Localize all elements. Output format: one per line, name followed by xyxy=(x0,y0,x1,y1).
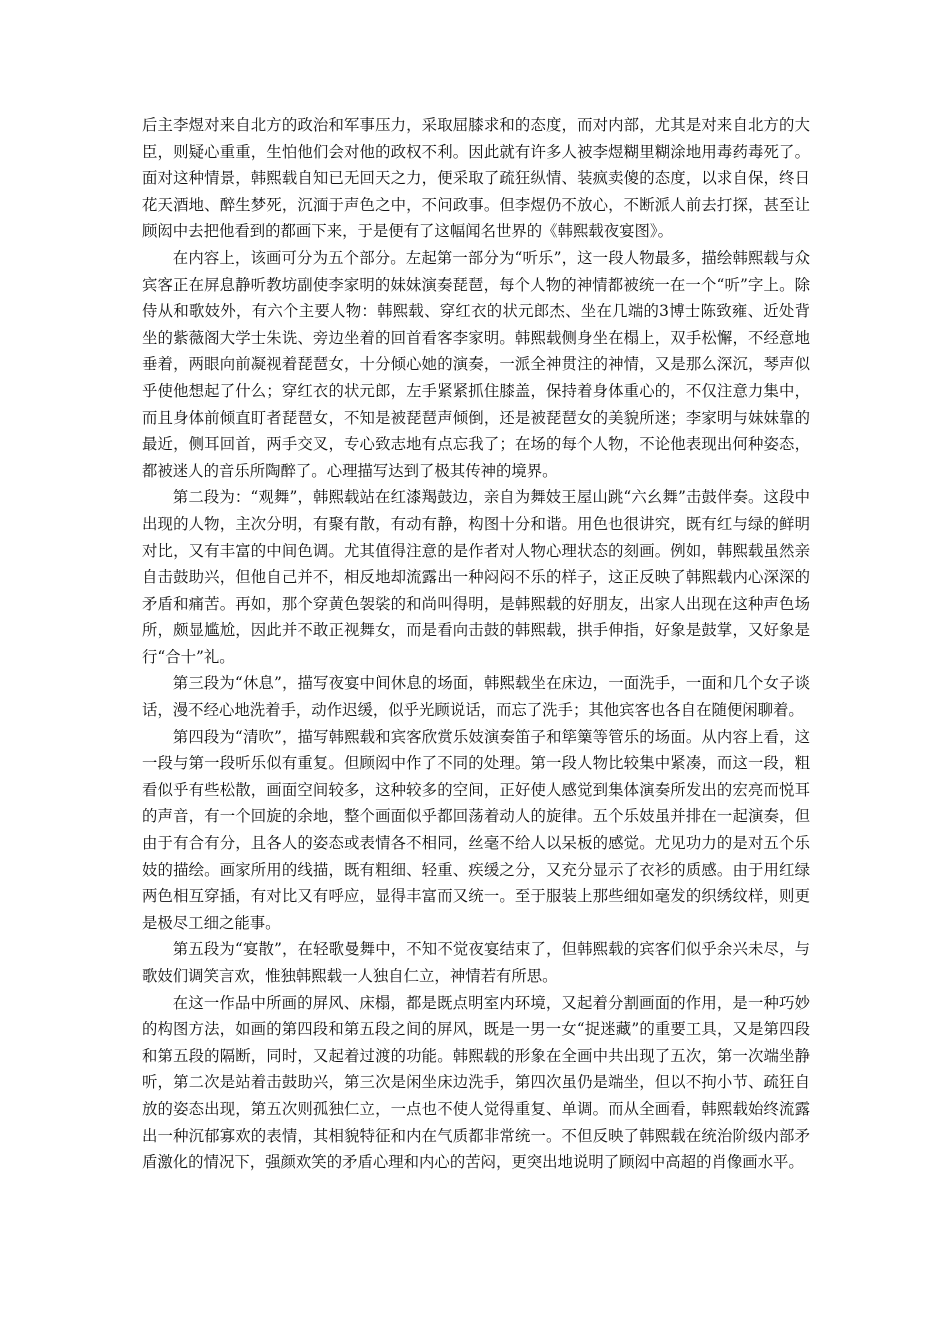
paragraph-1: 后主李煜对来自北方的政治和军事压力，采取屈膝求和的态度，而对内部，尤其是对来自北方的大臣，则疑心重重，生怕他们会对他的政权不利。因此就有许多人被李煜糊里糊涂地用毒药毒死了。面对这种情景，韩熙载自知已无回天之力，便采取了疏狂纵情、装疯卖傻的态度，以求自保，终日花天酒地、醉生梦死，沉湎于声色之中，不问政事。但李煜仍不放心，不断派人前去打探，甚至让顾闳中去把他看到的都画下来，于是便有了这幅闻名世界的《韩熙载夜宴图》。 xyxy=(142,116,810,241)
paragraph-3: 第二段为：“观舞”，韩熙载站在红漆羯鼓边，亲自为舞妓王屋山跳“六幺舞”击鼓伴奏。这段中出现的人物，主次分明，有聚有散，有动有静，构图十分和谐。用色也很讲究，既有红与绿的鲜明对比，又有丰富的中间色调。尤其值得注意的是作者对人物心理状态的刻画。例如，韩熙载虽然亲自击鼓助兴，但他自己并不，相反地却流露出一种闷闷不乐的样子，这正反映了韩熙载内心深深的矛盾和痛苦。再如，那个穿黄色袈裟的和尚叫得明，是韩熙载的好朋友，出家人出现在这种声色场所，颇显尴尬，因此并不敢正视舞女，而是看向击鼓的韩熙载，拱手伸指，好象是鼓掌，又好象是行“合十”礼。 xyxy=(142,488,810,666)
paragraph-5: 第四段为“清吹”，描写韩熙载和宾客欣赏乐妓演奏笛子和筚篥等管乐的场面。从内容上看，这一段与第一段听乐似有重复。但顾闳中作了不同的处理。第一段人物比较集中紧凑，而这一段，粗看似乎有些松散，画面空间较多，这种较多的空间，正好使人感觉到集体演奏所发出的宏亮而悦耳的声音，有一个回旋的余地，整个画面似乎都回荡着动人的旋律。五个乐妓虽并排在一起演奏，但由于有合有分，且各人的姿态或表情各不相同，丝毫不给人以呆板的感觉。尤见功力的是对五个乐妓的描绘。画家所用的线描，既有粗细、轻重、疾缓之分，又充分显示了衣衫的质感。由于用红绿两色相互穿插，有对比又有呼应，显得丰富而又统一。至于服装上那些细如毫发的织绣纹样，则更是极尽工细之能事。 xyxy=(142,727,810,932)
paragraph-2: 在内容上，该画可分为五个部分。左起第一部分为“听乐”，这一段人物最多，描绘韩熙载与众宾客正在屏息静听教坊副使李家明的妹妹演奏琵琶，每个人物的神情都被统一在一个“听”字上。除侍从和歌妓外，有六个主要人物：韩熙载、穿红衣的状元郎杰、坐在几端的3博士陈致雍、近处背坐的紫薇阁大学士朱诜、旁边坐着的回首看客李家明。韩熙载侧身坐在榻上，双手松懈，不经意地垂着，两眼向前凝视着琵琶女，十分倾心她的演奏，一派全神贯注的神情，又是那么深沉，琴声似乎使他想起了什么；穿红衣的状元郎，左手紧紧抓住膝盖，保持着身体重心的，不仅注意力集中，而且身体前倾直盯者琵琶女，不知是被琵琶声倾倒，还是被琵琶女的美貌所迷；李家明与妹妹靠的最近，侧耳回首，两手交叉，专心致志地有点忘我了；在场的每个人物，不论他表现出何种姿态，都被迷人的音乐所陶醉了。心理描写达到了极其传神的境界。 xyxy=(142,248,810,480)
document-body xyxy=(142,112,810,1176)
paragraph-4: 第三段为“休息”，描写夜宴中间休息的场面，韩熙载坐在床边，一面洗手，一面和几个女子谈话，漫不经心地洗着手，动作迟缓，似乎光顾说话，而忘了洗手；其他宾客也各自在随便闲聊着。 xyxy=(142,674,810,720)
paragraph-7: 在这一作品中所画的屏风、床榻，都是既点明室内环境，又起着分割画面的作用，是一种巧妙的构图方法，如画的第四段和第五段之间的屏风，既是一男一女“捉迷藏”的重要工具，又是第四段和第五段的隔断，同时，又起着过渡的功能。韩熙载的形象在全画中共出现了五次，第一次端坐静听，第二次是站着击鼓助兴，第三次是闲坐床边洗手，第四次虽仍是端坐，但以不拘小节、疏狂自放的姿态出现，第五次则孤独仁立，一点也不使人觉得重复、单调。而从全画看，韩熙载始终流露出一种沉郁寡欢的表情，其相貌特征和内在气质都非常统一。不但反映了韩熙载在统治阶级内部矛盾激化的情况下，强颜欢笑的矛盾心理和内心的苦闷，更突出地说明了顾闳中高超的肖像画水平。 xyxy=(142,993,810,1172)
paragraph-6: 第五段为“宴散”，在轻歌曼舞中，不知不觉夜宴结束了，但韩熙载的宾客们似乎余兴未尽，与歌妓们调笑言欢，惟独韩熙载一人独自仁立，神情若有所思。 xyxy=(142,940,810,985)
